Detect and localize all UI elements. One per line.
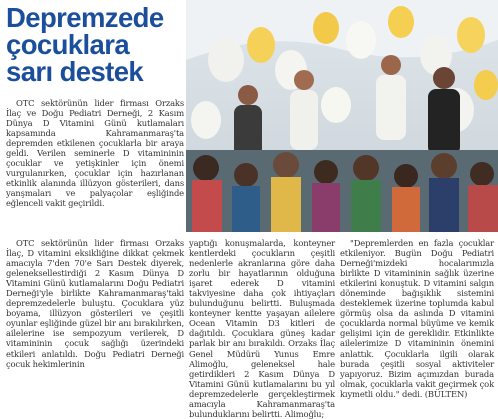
article-paragraph-1: OTC sektörünün lider firması Orzaks İlaç, D vitamini eksikliğine dikkat çekmek amacıyla 7'den 70'e Sarı Destek diyerek, geleneksellestirdiği 2 Kasım Dünya D Vitamini Günü kutlamalarını Doğu Pediatri Derneği'yle birlikte Kahramanmaraş'taki depremzedelerle buluştu. Çocuklara yüz boyama, illüzyon gösterileri ve çeşitli oyunlar eşliğinde güzel bir anı bırakılırken, ailelerine ise sempozyum verilerek, D vitamininin çocuk sağlığı üzerindeki etkileri anlatıldı. Doğu Pediatri Derneği çocuk hekimlerinin <box>6 238 184 369</box>
article-intro-column <box>6 98 184 209</box>
headline-line-3: sarı destek <box>6 56 144 87</box>
article-paragraph-3: "Depremlerden en fazla çocuklar etkileniyor. Bugün Doğu Pediatri Derneği'mizdeki hocalarımızla birlikte D vitamininin sağlık üzerine etkilerini konuştuk. D vitamini salgın döneminde bağışıklık sistemini desteklemek üzerine toplumda kabul görmüş olsa da aslında D vitamini çocuklarda normal büyüme ve kemik gelişimi için de gereklidir. Etkinlikte ailelerimize D vitamininin önemini anlattık. Çocuklarla ilgili olarak burada çeşitli sosyal aktiviteler yapıyoruz. Bizim açımızdan burada olmak, çocuklarla vakit geçirmek çok kıymetli oldu." dedi. (BÜLTEN) <box>340 238 494 399</box>
article-column-3 <box>340 238 494 399</box>
article-column-2 <box>189 238 335 419</box>
headline-line-2: çocuklara <box>6 29 130 60</box>
crowd-photo-illustration <box>186 0 498 232</box>
crowd-photo <box>186 0 498 232</box>
article-column-1 <box>6 238 184 369</box>
article-paragraph-2: yaptığı konuşmalarda, konteyner kentlerdeki çocukların çeşitli nedenlerle akranlarına göre daha zorlu bir hayatlarının olduğuna işaret ederek D vitamini takviyesine daha çok ihtiyaçları bulunduğunu belirtti. Buluşmada konteyner kentte yaşayan ailelere Ocean Vitamin D3 kitleri de dağıtıldı. Çocuklara güneş kadar parlak bir anı bırakıldı. Orzaks İlaç Genel Müdürü Yunus Emre Alimoğlu, geleneksel hale getirdikleri 2 Kasım Dünya D Vitamini Günü kutlamalarını bu yıl depremzedelerle gerçekleştirmek amacıyla Kahramanmaraş'ta bulunduklarını belirtti. Alimoğlu; <box>189 238 335 419</box>
article-headline <box>6 4 186 85</box>
children-crowd <box>186 150 498 232</box>
article-paragraph-intro: OTC sektörünün lider firması Orzaks İlaç ve Doğu Pediatri Derneği, 2 Kasım Dünya D Vitamini Günü kutlamaları kapsamında Kahramanmaraş'ta depremden etkilenen çocuklarla bir araya geldi. Verilen seminerle D vitamininin çocuklar ve yetişkinler için önemi vurgulanırken, çocuklar için hazırlanan etkinlik alanında illüzyon gösterileri, dans yanşmaları ve palyaçolar eşliğinde eğlenceli vakit geçirildi. <box>6 98 184 209</box>
headline-line-1: Depremzede <box>6 2 164 33</box>
